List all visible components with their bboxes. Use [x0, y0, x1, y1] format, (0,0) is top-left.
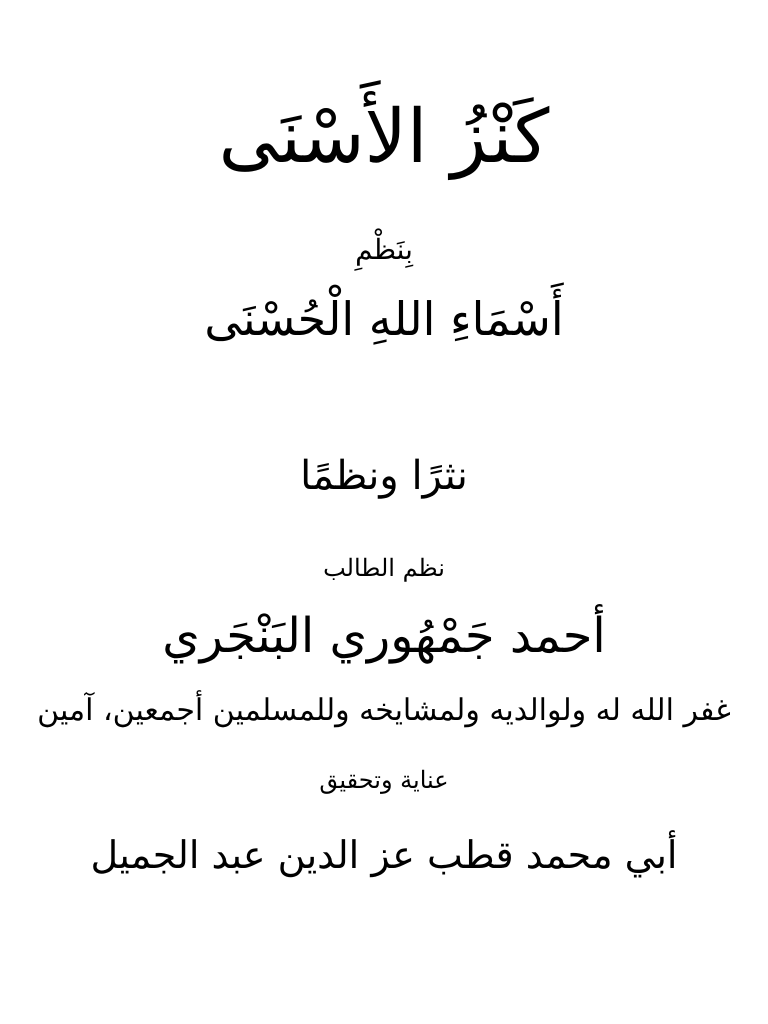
editor-name: أبي محمد قطب عز الدين عبد الجميل: [90, 833, 678, 877]
author-prayer: غفر الله له ولوالديه ولمشايخه وللمسلمين أجمعين، آمين: [37, 693, 731, 728]
by-versifying-label: بِنَظْمِ: [355, 233, 413, 266]
author-name: أحمد جَمْهُوري البَنْجَري: [162, 608, 606, 664]
book-subject: أَسْمَاءِ اللهِ الْحُسْنَى: [204, 292, 564, 346]
prose-and-verse-label: نثرًا ونظمًا: [300, 453, 468, 499]
book-title: كَنْزُ الأَسْنَى: [218, 94, 550, 180]
editing-label: عناية وتحقيق: [319, 766, 449, 794]
versified-by-label: نظم الطالب: [323, 554, 445, 582]
